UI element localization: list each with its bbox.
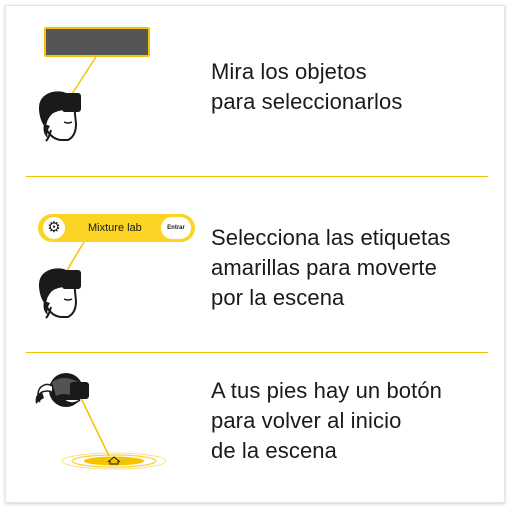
instruction-3-line-3: de la escena <box>211 438 337 463</box>
instruction-2-line-2: amarillas para moverte <box>211 255 437 280</box>
gear-icon: ⚙ <box>43 217 65 239</box>
instruction-2-line-3: por la escena <box>211 285 345 310</box>
instruction-text-1 <box>211 57 402 117</box>
instruction-home-button <box>6 352 504 502</box>
instruction-2-line-1: Selecciona las etiquetas <box>211 225 451 250</box>
vr-headset-icon <box>39 268 81 318</box>
vr-headset-icon <box>39 91 81 141</box>
home-button-illustration <box>6 352 206 502</box>
selected-object-placeholder <box>46 29 148 55</box>
instruction-text-3 <box>211 376 442 466</box>
gaze-line <box>66 242 84 272</box>
instructions-card <box>5 5 505 503</box>
enter-button[interactable]: Entrar <box>161 217 191 239</box>
yellow-labels-illustration <box>6 176 206 352</box>
instruction-3-line-2: para volver al inicio <box>211 408 402 433</box>
mixture-lab-label[interactable] <box>38 214 195 242</box>
instruction-1-line-1: Mira los objetos <box>211 59 367 84</box>
instruction-1-line-2: para seleccionarlos <box>211 89 403 114</box>
instruction-yellow-labels <box>6 176 504 352</box>
gaze-line <box>80 396 109 456</box>
instruction-text-2 <box>211 223 451 313</box>
instruction-3-line-1: A tus pies hay un botón <box>211 378 443 403</box>
vr-headset-icon <box>36 373 89 407</box>
instruction-look-objects <box>6 6 504 176</box>
look-objects-illustration <box>6 6 206 176</box>
label-title: Mixture lab <box>88 222 142 234</box>
